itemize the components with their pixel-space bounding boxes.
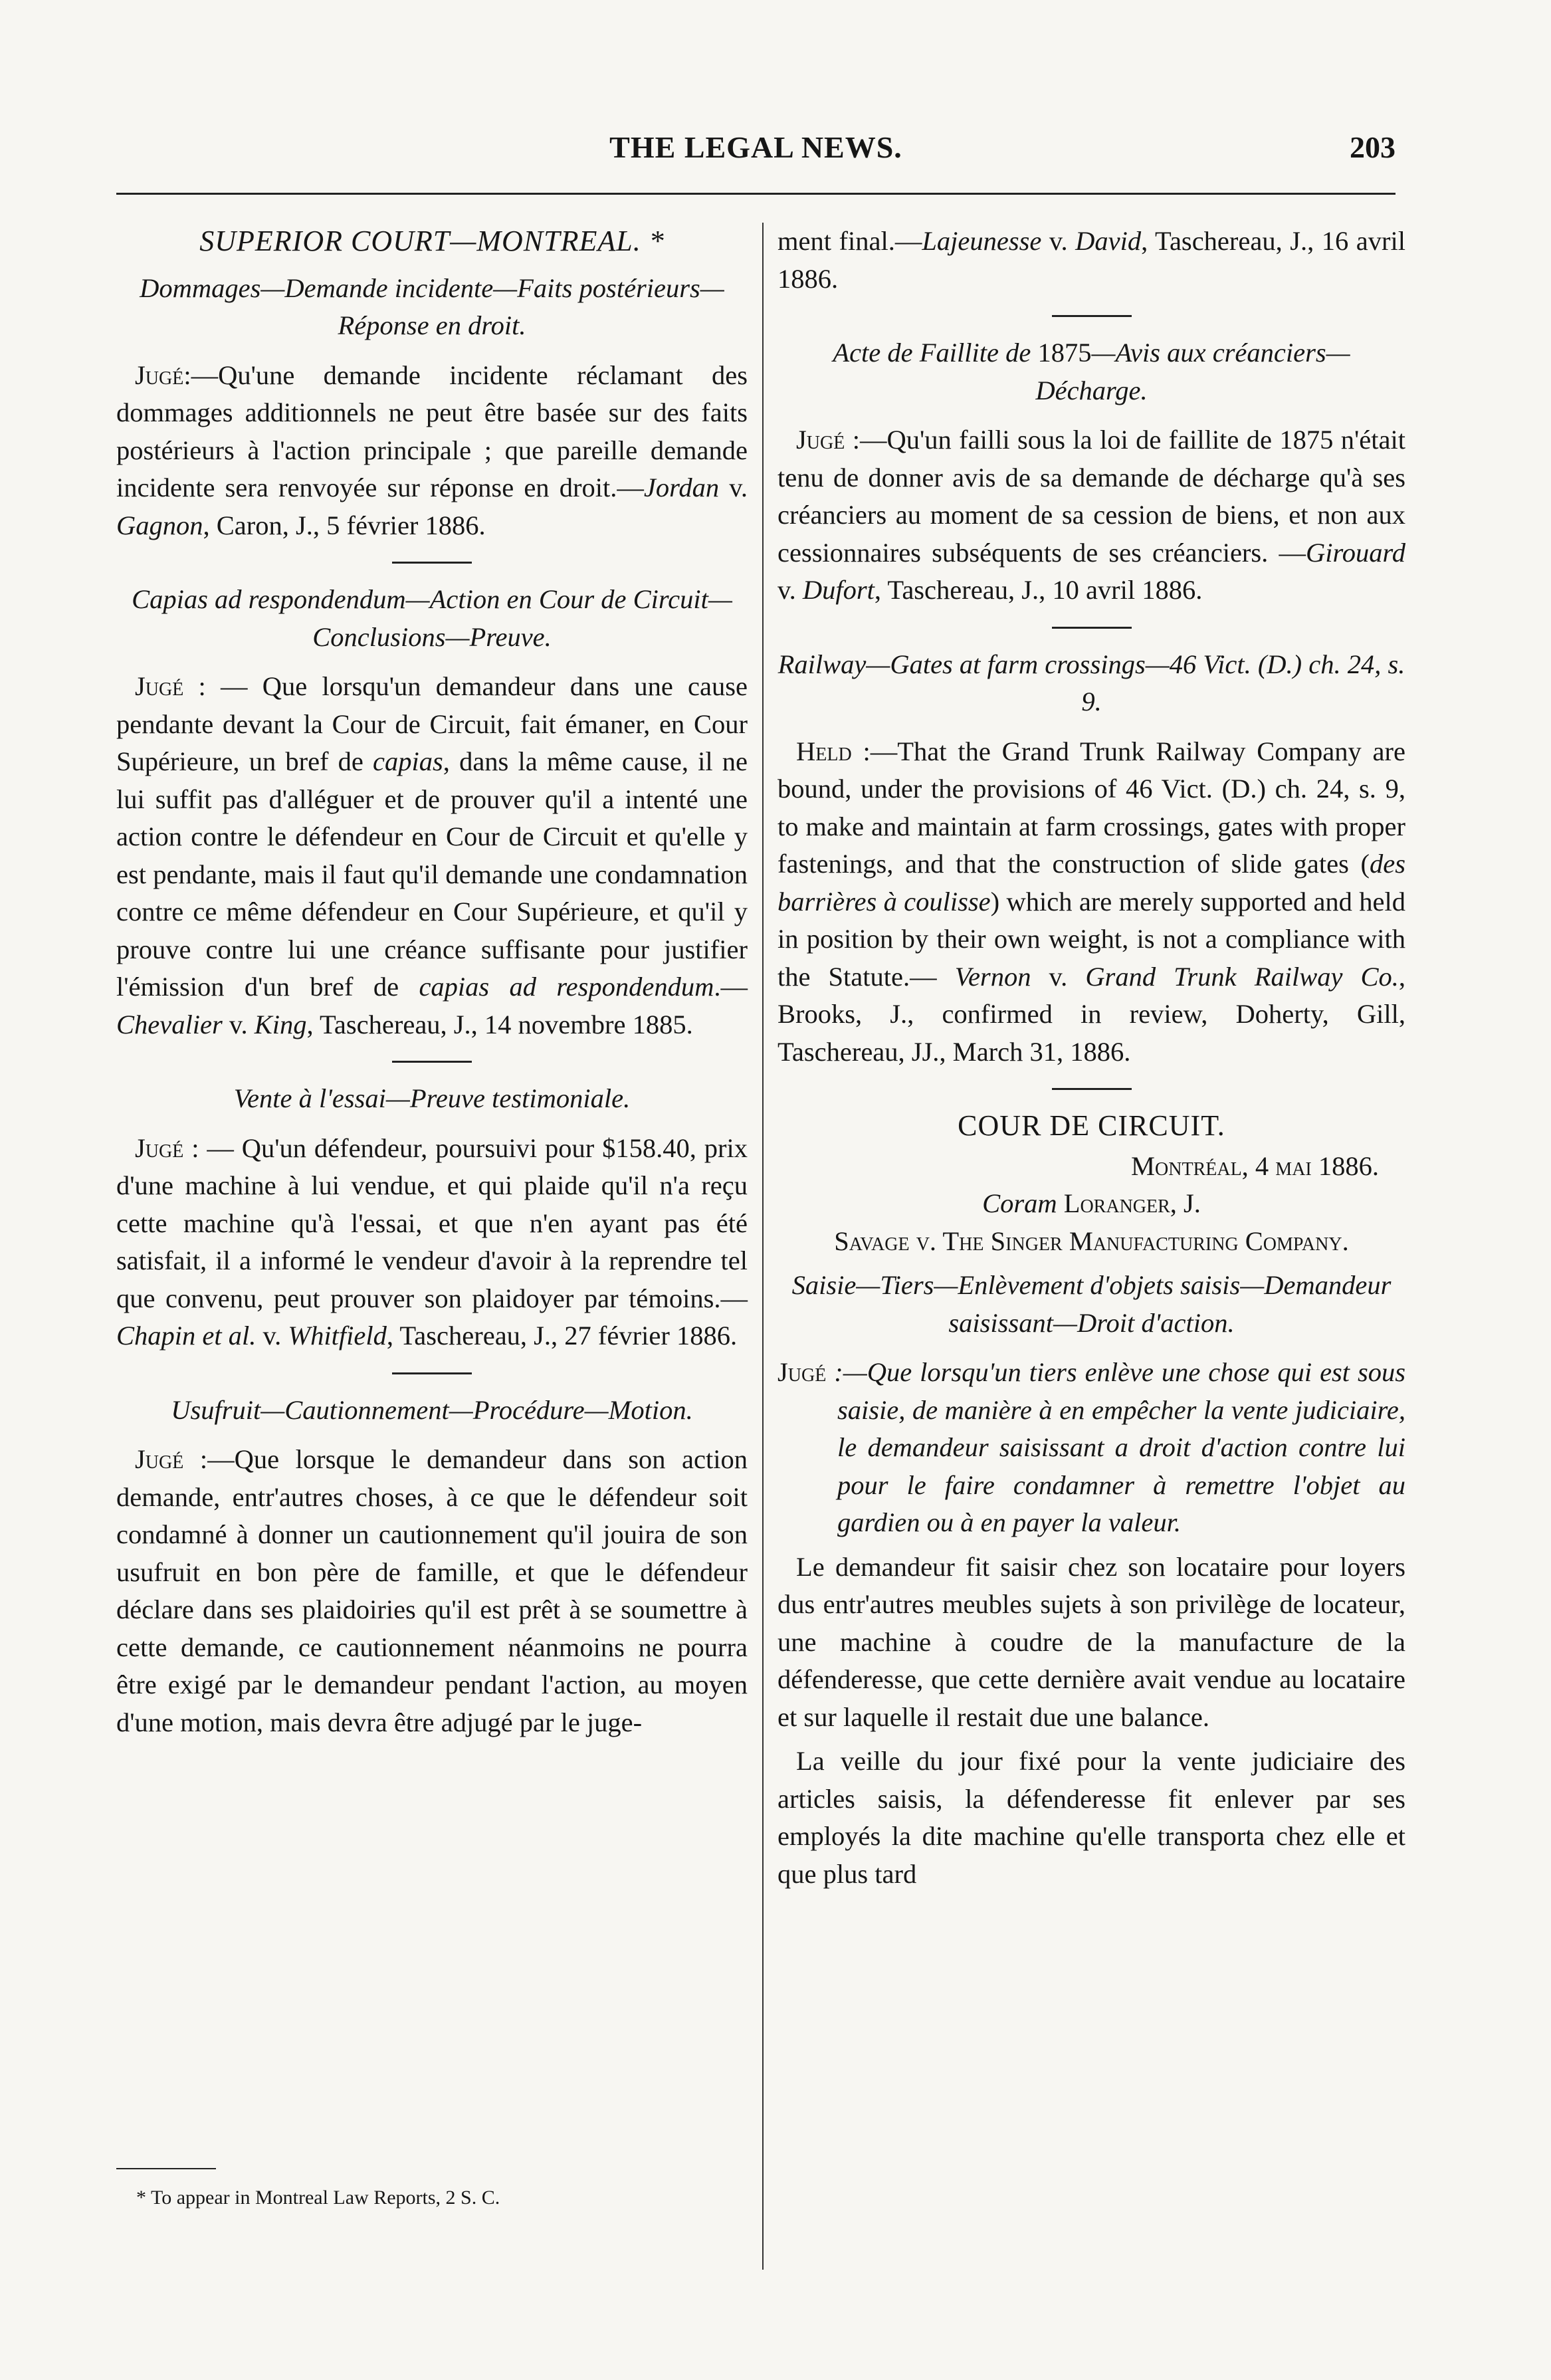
paragraph-2: La veille du jour fixé pour la vente judiciaire des articles saisis, la défenderesse fit enlever par ses employés la dite machine qu'elle transporta chez elle et que plus tard bbox=[777, 1746, 1405, 1889]
case-text: ment final.— bbox=[777, 226, 922, 256]
party-plaintiff: Chevalier bbox=[116, 1009, 223, 1039]
footnote-rule bbox=[116, 2168, 216, 2169]
case-usufruit bbox=[116, 1441, 748, 1741]
coram bbox=[777, 1185, 1405, 1223]
party-plaintiff: Chapin et al. bbox=[116, 1321, 257, 1351]
citation-tail: , Brooks, J., confirmed in review, Doherty, Gill, Taschereau, JJ., March 31, 1886. bbox=[777, 961, 1406, 1067]
separator bbox=[392, 562, 472, 564]
case-text: : — Qu'un défendeur, poursuivi pour $158.40, prix d'une machine à lui vendue, et qui plaide qu'il n'a reçu cette machine qu'à l'essai, et que n'en ayant pas été satisfait, il a informé le vendeur d'avoir à la reprendre tel que convenu, peut prouver son plaidoyer par témoins.— bbox=[116, 1133, 748, 1313]
case-text: :—That the Grand Trunk Railway Company are bound, under the provisions of 46 Vict. (D.) ch. 24, s. 9, to make and maintain at farm crossings, gates with proper fastenings, and that the construction of slide gates ( bbox=[777, 736, 1405, 879]
versus: v. bbox=[256, 1321, 288, 1351]
juge-label: Jugé bbox=[135, 671, 184, 701]
case-text: :—Qu'une demande incidente réclamant des dommages additionnels ne peut être basée sur des faits postérieurs à l'action principale ; que pareille demande incidente sera renvoyée sur réponse en droit.— bbox=[116, 360, 748, 502]
case-capias bbox=[116, 668, 748, 1043]
separator bbox=[1052, 315, 1132, 317]
page-number: 203 bbox=[1350, 130, 1396, 164]
citation-tail: , Taschereau, J., 16 avril 1886. bbox=[777, 226, 1405, 294]
party-plaintiff: Jordan bbox=[643, 473, 720, 502]
separator bbox=[392, 1372, 472, 1374]
circuit-court-title: COUR DE CIRCUIT. bbox=[958, 1109, 1225, 1142]
case-title: Savage v. The Singer Manufacturing Company. bbox=[834, 1226, 1349, 1256]
versus: v. bbox=[719, 473, 748, 502]
separator bbox=[1052, 627, 1132, 629]
heading-part: —Avis aux créanciers—Décharge. bbox=[1035, 338, 1350, 405]
case-heading-saisie: Saisie—Tiers—Enlèvement d'objets saisis—Demandeur saisissant—Droit d'action. bbox=[791, 1270, 1392, 1338]
party-defendant: Grand Trunk Railway Co. bbox=[1085, 961, 1399, 992]
juge-label: Jugé bbox=[135, 1133, 184, 1163]
dash: .— bbox=[714, 972, 748, 1002]
versus: v. bbox=[777, 575, 803, 605]
party-plaintiff: Girouard bbox=[1305, 537, 1405, 568]
case-heading-vente: Vente à l'essai—Preuve testimoniale. bbox=[233, 1083, 631, 1113]
case-heading-faillite bbox=[777, 334, 1405, 409]
case-heading-capias: Capias ad respondendum—Action en Cour de Circuit—Conclusions—Preuve. bbox=[132, 584, 732, 652]
versus: v. bbox=[1041, 226, 1076, 256]
case-text: :—Que lorsqu'un tiers enlève une chose qui est sous saisie, de manière à en empêcher la vente judiciaire, le demandeur saisissant a droit d'action contre lui pour le faire condamner à remettre l'objet au gardien ou à en payer la valeur. bbox=[826, 1357, 1405, 1537]
party-defendant: Gagnon bbox=[116, 510, 203, 540]
case-text: :—Qu'un failli sous la loi de faillite de 1875 n'était tenu de donner avis de sa demande de décharge qu'à ses créanciers au moment de sa cession de biens, et non aux cessionnaires subséquents de ses créanciers. — bbox=[777, 425, 1405, 568]
case-heading-dommages: Dommages—Demande incidente—Faits postérieurs—Réponse en droit. bbox=[140, 272, 724, 340]
case-text: :—Que lorsque le demandeur dans son action demande, entr'autres choses, à ce que le défendeur soit condamné à donner un cautionnement qu'il jouira de son usufruit en bon père de famille, et que le défendeur déclare dans ses plaidoiries qu'il est prêt à se soumettre à cette demande, ce cautionnement néanmoins ne pourra être exigé par le demandeur pendant l'action, au moyen d'une motion, mais devra être adjugé par le juge- bbox=[116, 1444, 748, 1737]
page-header bbox=[116, 130, 1396, 176]
left-column bbox=[116, 223, 748, 1748]
header-rule bbox=[116, 193, 1396, 195]
case-railway bbox=[777, 733, 1405, 1071]
footnote: * To appear in Montreal Law Reports, 2 S. C. bbox=[136, 2187, 500, 2209]
coram-label: Coram bbox=[982, 1188, 1057, 1218]
case-dommages bbox=[116, 357, 748, 545]
journal-title: THE LEGAL NEWS. bbox=[609, 130, 902, 164]
juge-label: Jugé bbox=[796, 425, 845, 455]
party-defendant: King bbox=[254, 1009, 307, 1039]
right-column bbox=[777, 223, 1405, 1899]
capias-term: capias bbox=[373, 746, 443, 776]
heading-part: 46 Vict. (D.) ch. 24, s. 9. bbox=[1081, 649, 1405, 716]
separator bbox=[392, 1061, 472, 1063]
party-defendant: David bbox=[1075, 226, 1142, 256]
capias-term-full: capias ad respondendum bbox=[419, 972, 714, 1002]
french-term: des barrières à coulisse bbox=[777, 849, 1405, 917]
paragraph-1: Le demandeur fit saisir chez son locataire pour loyers dus entr'autres meubles sujets à son privilège de locateur, une machine à coudre de la manufacture de la défenderesse, que cette dernière avait vendue au locataire et sur laquelle il restait due une balance. bbox=[777, 1551, 1405, 1732]
versus: v. bbox=[1031, 961, 1086, 992]
separator bbox=[1052, 1088, 1132, 1090]
citation-tail: , Taschereau, J., 10 avril 1886. bbox=[874, 575, 1203, 605]
heading-part: Railway—Gates at farm crossings— bbox=[777, 649, 1170, 679]
heading-part: Acte de Faillite de bbox=[833, 338, 1038, 368]
coram-judge: Loranger, J. bbox=[1063, 1188, 1201, 1218]
case-heading-railway bbox=[777, 646, 1405, 721]
juge-label: Jugé bbox=[135, 360, 184, 390]
party-defendant: Whitfield bbox=[288, 1321, 387, 1351]
court-title: SUPERIOR COURT—MONTREAL. * bbox=[199, 225, 665, 257]
case-continuation bbox=[777, 223, 1405, 298]
case-faillite bbox=[777, 421, 1405, 609]
heading-year: 1875 bbox=[1037, 338, 1092, 368]
party-defendant: Dufort bbox=[802, 575, 875, 605]
case-text: : — Que lorsqu'un demandeur dans une cause pendante devant la Cour de Circuit, fait émaner, en Cour Supérieure, un bref de bbox=[116, 671, 748, 776]
place-date: Montréal, 4 mai 1886. bbox=[1131, 1150, 1379, 1181]
case-vente bbox=[116, 1130, 748, 1355]
citation-tail: , Taschereau, J., 14 novembre 1885. bbox=[306, 1009, 693, 1039]
case-text-continued: ) which are merely supported and held in position by their own weight, is not a compliance with the Statute.— bbox=[777, 886, 1405, 992]
citation-tail: , Caron, J., 5 février 1886. bbox=[203, 510, 486, 540]
held-label: Held bbox=[796, 736, 852, 766]
juge-label: Jugé bbox=[777, 1357, 827, 1387]
column-divider bbox=[762, 223, 764, 2270]
citation-tail: , Taschereau, J., 27 février 1886. bbox=[386, 1321, 738, 1351]
case-heading-usufruit: Usufruit—Cautionnement—Procédure—Motion. bbox=[171, 1394, 693, 1425]
versus: v. bbox=[222, 1009, 255, 1039]
case-text-continued: , dans la même cause, il ne lui suffit pas d'alléguer et de prouver qu'il a intenté une action contre le défendeur en Cour de Circuit et qu'elle y est pendante, mais il faut qu'il demande une condamnation contre ce même défendeur en Cour Supérieure, et qu'il y prouve contre lui une créance suffisante pour justifier l'émission d'un bref de bbox=[116, 746, 748, 1002]
juge-label: Jugé bbox=[135, 1444, 184, 1474]
party-plaintiff: Vernon bbox=[954, 961, 1031, 992]
party-plaintiff: Lajeunesse bbox=[922, 226, 1042, 256]
case-saisie bbox=[777, 1354, 1405, 1542]
